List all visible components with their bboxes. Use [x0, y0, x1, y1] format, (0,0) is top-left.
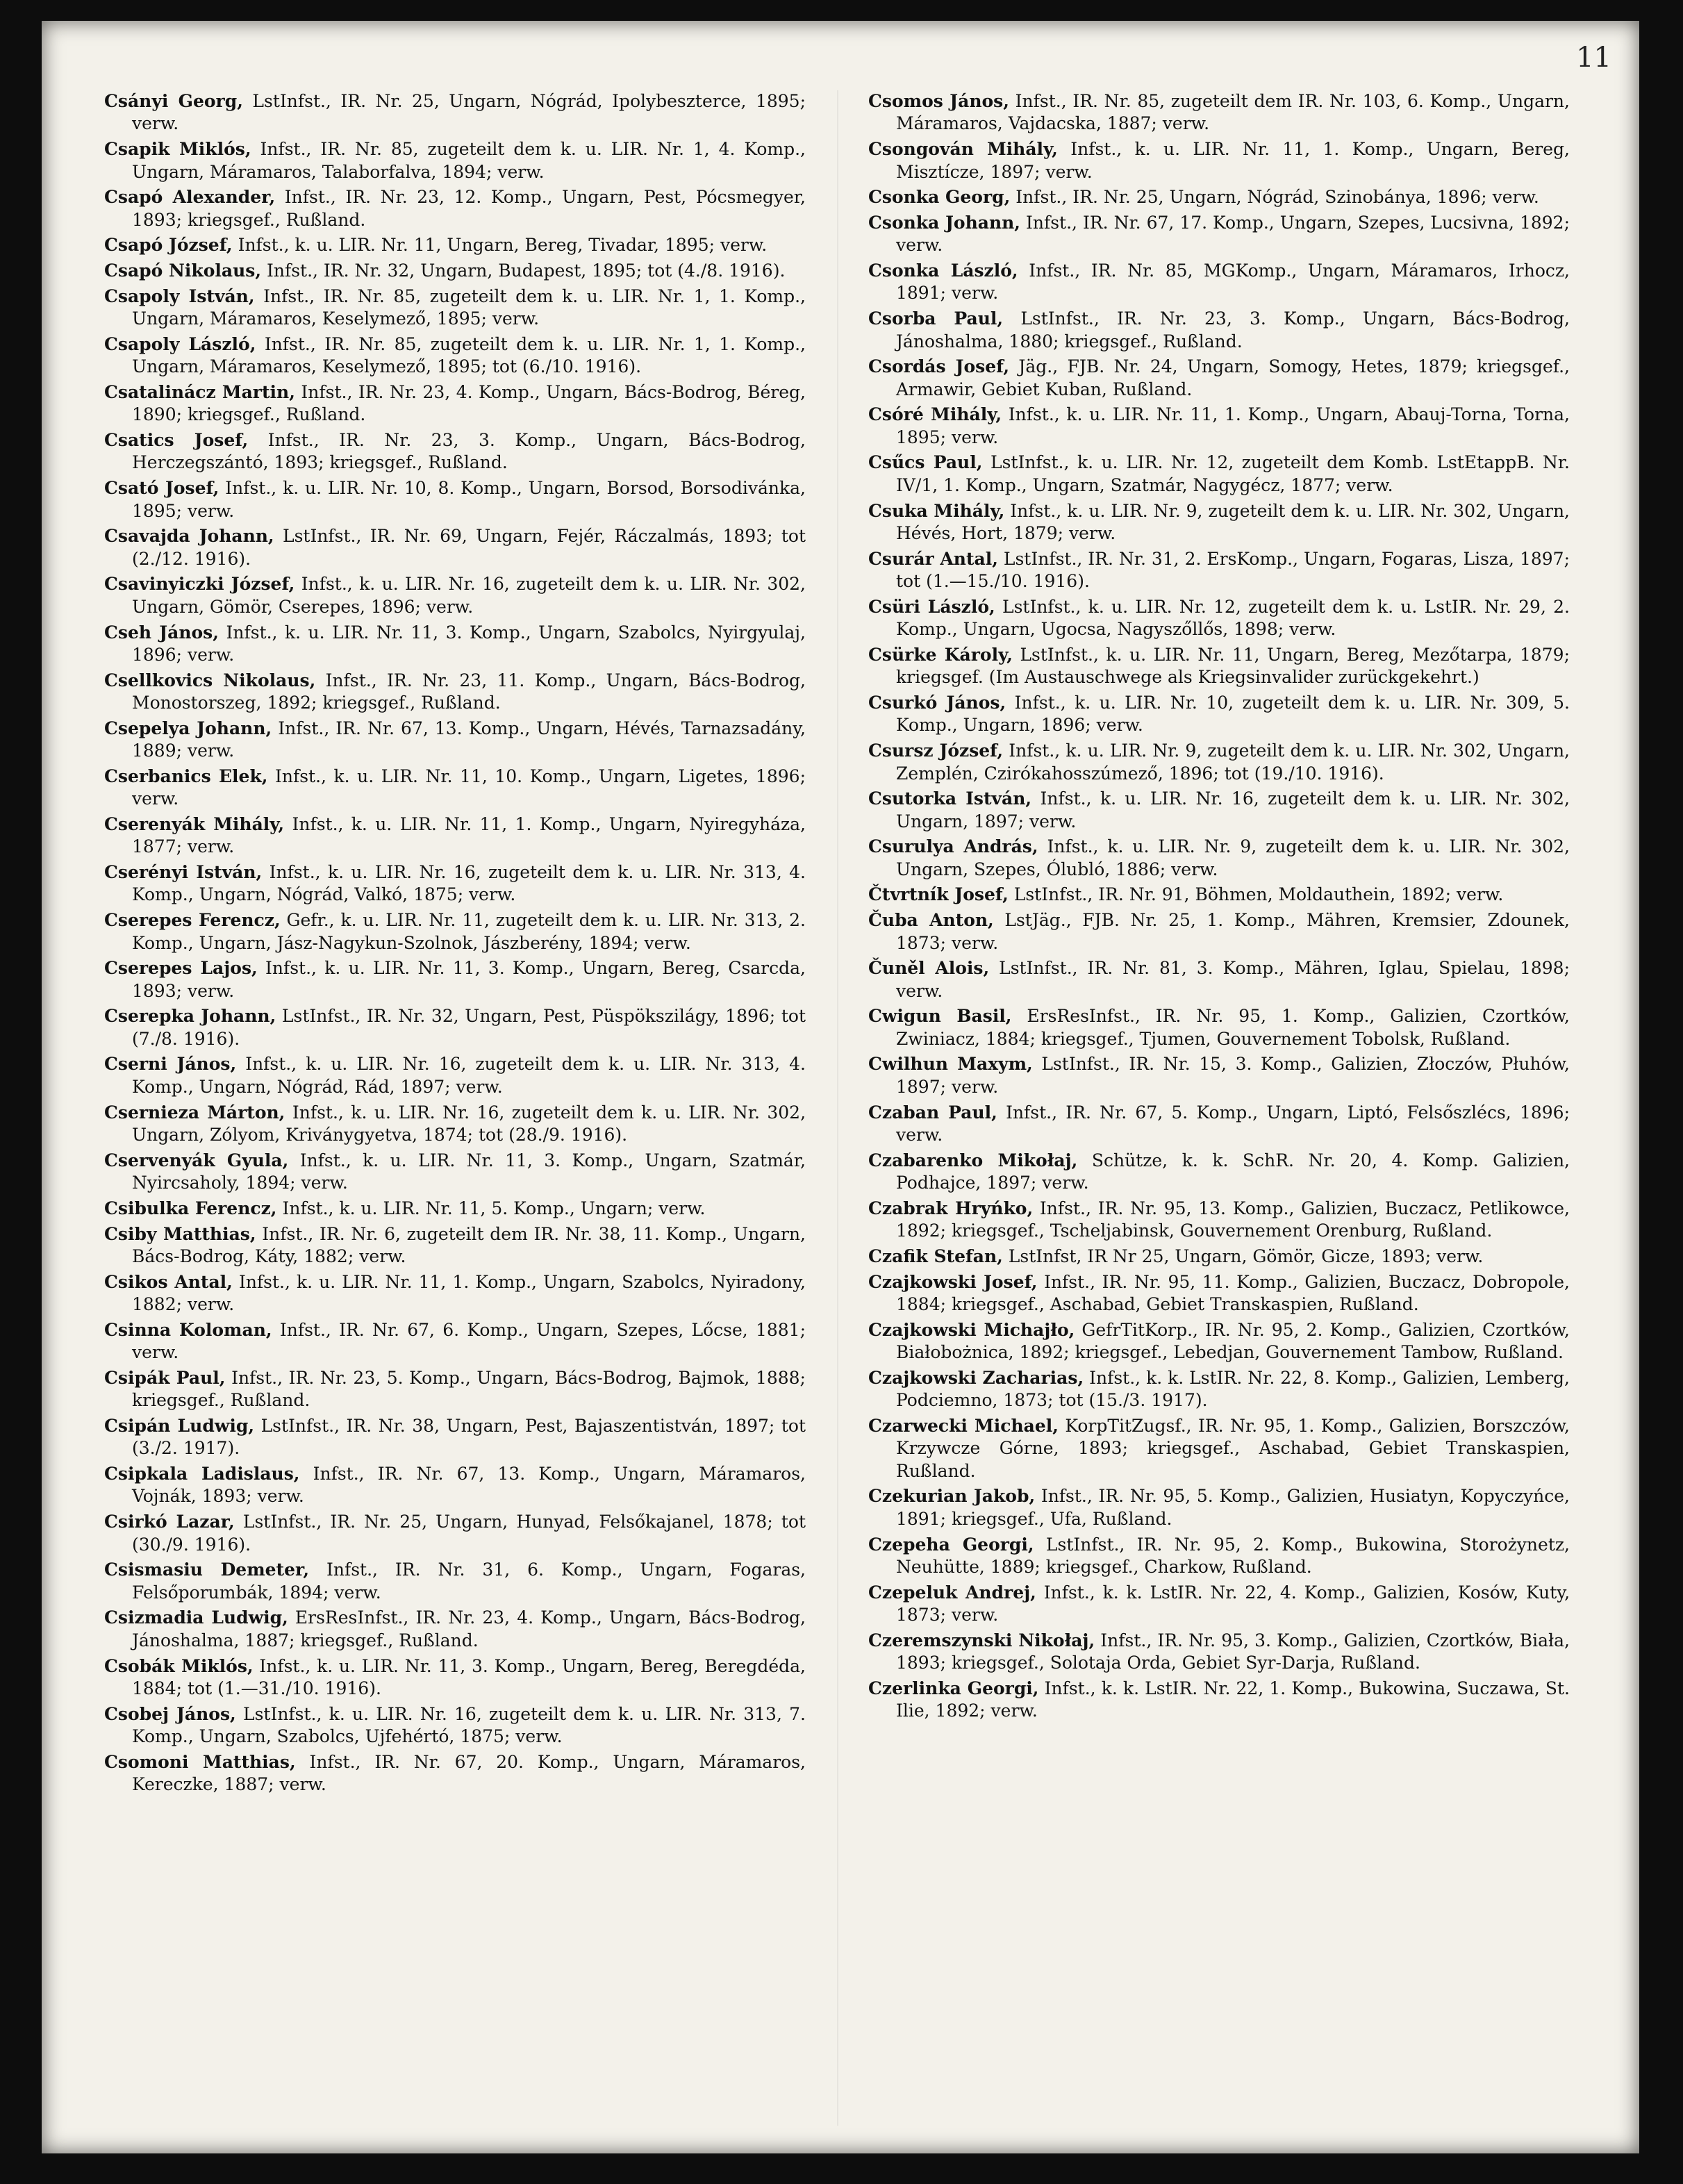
entry-name: Csapik Miklós,	[104, 139, 251, 160]
document-page	[42, 21, 1639, 2153]
entry-name: Csűcs Paul,	[868, 452, 983, 473]
entry-details: Infst., k. u. LIR. Nr. 10, 8. Komp., Ungarn, Borsod, Borsodivánka, 1895; verw.	[132, 478, 806, 521]
entry-details: Infst., IR. Nr. 85, MGKomp., Ungarn, Máramaros, Irhocz, 1891; verw.	[896, 260, 1570, 304]
entry-name: Čuněl Alois,	[868, 958, 990, 979]
entry-name: Csipkala Ladislaus,	[104, 1464, 300, 1484]
entry-details: GefrTitKorp., IR. Nr. 95, 2. Komp., Galizien, Czortków, Białobożnica, 1892; kriegsgef., Lebedjan, Gouvernement Tambow, Rußland.	[896, 1319, 1570, 1363]
entry-name: Csipán Ludwig,	[104, 1415, 255, 1436]
entry-details: Infst., IR. Nr. 25, Ungarn, Nógrád, Szinobánya, 1896; verw.	[1015, 187, 1539, 208]
register-entry	[104, 1559, 806, 1604]
entry-details: Infst., IR. Nr. 67, 6. Komp., Ungarn, Szepes, Lőcse, 1881; verw.	[132, 1319, 806, 1363]
entry-name: Csismasiu Demeter,	[104, 1560, 310, 1580]
register-entry	[104, 333, 806, 379]
entry-details: Infst., k. k. LstIR. Nr. 22, 1. Komp., Bukowina, Suczawa, St. Ilie, 1892; verw.	[896, 1678, 1570, 1721]
register-entry	[868, 1415, 1570, 1482]
entry-details: Infst., IR. Nr. 6, zugeteilt dem IR. Nr. 38, 11. Komp., Ungarn, Bács-Bodrog, Káty, 1882; verw.	[132, 1223, 806, 1266]
entry-name: Csinna Koloman,	[104, 1319, 272, 1340]
entry-name: Cserni János,	[104, 1054, 237, 1075]
entry-details: LstInfst., k. u. LIR. Nr. 11, Ungarn, Bereg, Mezőtarpa, 1879; kriegsgef. (Im Austauschwege als Kriegsinvalider zurückgekehrt.)	[896, 644, 1570, 688]
entry-name: Cserepes Ferencz,	[104, 910, 281, 931]
register-entry	[104, 90, 806, 135]
entry-details: LstInfst., IR. Nr. 69, Ungarn, Fejér, Ráczalmás, 1893; tot (2./12. 1916).	[132, 526, 806, 569]
register-entry	[868, 1102, 1570, 1147]
register-entry	[868, 1485, 1570, 1530]
entry-name: Csatalinácz Martin,	[104, 381, 295, 402]
entry-details: Infst., k. k. LstIR. Nr. 22, 8. Komp., Galizien, Lemberg, Podciemno, 1873; tot (15./3. 1917).	[896, 1367, 1570, 1411]
register-entry	[104, 766, 806, 811]
entry-name: Čtvrtník Josef,	[868, 884, 1009, 905]
register-entry	[868, 1005, 1570, 1050]
entry-name: Csongován Mihály,	[868, 139, 1058, 160]
entry-details: Infst., IR. Nr. 23, 3. Komp., Ungarn, Bács-Bodrog, Herczegszántó, 1893; kriegsgef., Rußland.	[132, 430, 806, 473]
entry-name: Csapó Alexander,	[104, 187, 276, 208]
entry-name: Csomos János,	[868, 91, 1009, 111]
entry-name: Csurulya András,	[868, 836, 1038, 857]
page-number: 11	[1576, 42, 1611, 74]
entry-details: Infst., IR. Nr. 85, zugeteilt dem IR. Nr. 103, 6. Komp., Ungarn, Máramaros, Vajdacska, 1887; verw.	[896, 91, 1570, 134]
entry-name: Csürke Károly,	[868, 644, 1013, 665]
register-entry	[868, 548, 1570, 593]
register-entry	[868, 836, 1570, 881]
register-entry	[868, 909, 1570, 954]
entry-details: Infst., k. u. LIR. Nr. 11, 3. Komp., Ungarn, Szatmár, Nyircsaholy, 1894; verw.	[132, 1150, 806, 1193]
register-entry	[868, 500, 1570, 545]
entry-name: Csapoly László,	[104, 333, 256, 354]
entry-name: Csordás Josef,	[868, 356, 1010, 377]
register-entry	[104, 1223, 806, 1268]
entry-name: Csóré Mihály,	[868, 404, 1002, 425]
register-entry	[104, 718, 806, 763]
entry-details: Infst., IR. Nr. 67, 17. Komp., Ungarn, Szepes, Lucsivna, 1892; verw.	[896, 212, 1570, 256]
text-columns	[104, 90, 1577, 2126]
register-entry	[104, 1319, 806, 1364]
right-column	[868, 90, 1570, 2126]
register-entry	[868, 404, 1570, 449]
register-entry	[104, 1655, 806, 1701]
entry-details: LstInfst., IR. Nr. 23, 3. Komp., Ungarn, Bács-Bodrog, Jánoshalma, 1880; kriegsgef., Rußland.	[896, 308, 1570, 351]
entry-name: Czajkowski Josef,	[868, 1271, 1038, 1292]
entry-name: Cserepka Johann,	[104, 1006, 276, 1027]
entry-details: Infst., IR. Nr. 67, 5. Komp., Ungarn, Liptó, Felsőszlécs, 1896; verw.	[896, 1102, 1570, 1145]
register-entry	[104, 1703, 806, 1748]
entry-name: Csibulka Ferencz,	[104, 1198, 277, 1218]
entry-details: Infst., IR. Nr. 32, Ungarn, Budapest, 1895; tot (4./8. 1916).	[266, 260, 786, 281]
register-entry	[868, 1150, 1570, 1195]
register-entry	[104, 909, 806, 954]
entry-name: Cwilhun Maxym,	[868, 1054, 1033, 1075]
entry-name: Cseh János,	[104, 622, 219, 643]
entry-name: Csurkó János,	[868, 693, 1006, 713]
entry-name: Csellkovics Nikolaus,	[104, 670, 316, 690]
register-entry	[104, 1463, 806, 1508]
register-entry	[104, 670, 806, 715]
register-entry	[104, 1198, 806, 1220]
entry-details: Infst., IR. Nr. 85, zugeteilt dem k. u. LIR. Nr. 1, 1. Komp., Ungarn, Máramaros, Keselymező, 1895; tot (6./10. 1916).	[132, 333, 806, 377]
entry-details: Infst., IR. Nr. 23, 5. Komp., Ungarn, Bács-Bodrog, Bajmok, 1888; kriegsgef., Rußland.	[132, 1367, 806, 1411]
register-entry	[868, 452, 1570, 497]
entry-details: Infst., IR. Nr. 23, 4. Komp., Ungarn, Bács-Bodrog, Béreg, 1890; kriegsgef., Rußland.	[132, 381, 806, 425]
register-entry	[868, 308, 1570, 353]
entry-name: Csonka László,	[868, 260, 1018, 281]
register-entry	[104, 1511, 806, 1556]
entry-name: Csurár Antal,	[868, 548, 998, 569]
register-entry	[868, 692, 1570, 737]
entry-details: Infst., IR. Nr. 95, 11. Komp., Galizien, Buczacz, Dobropole, 1884; kriegsgef., Aschabad, Gebiet Transkaspien, Rußland.	[896, 1271, 1570, 1315]
entry-name: Csobej János,	[104, 1703, 236, 1724]
entry-name: Czajkowski Michajło,	[868, 1319, 1075, 1340]
entry-name: Csuka Mihály,	[868, 500, 1005, 521]
register-entry	[104, 861, 806, 907]
entry-name: Cserbanics Elek,	[104, 766, 268, 786]
entry-details: Infst., IR. Nr. 67, 13. Komp., Ungarn, Máramaros, Vojnák, 1893; verw.	[132, 1464, 806, 1507]
register-entry	[104, 957, 806, 1002]
register-entry	[868, 1246, 1570, 1268]
entry-name: Csobák Miklós,	[104, 1655, 254, 1676]
register-entry	[104, 813, 806, 859]
entry-details: Infst., k. u. LIR. Nr. 16, zugeteilt dem k. u. LIR. Nr. 302, Ungarn, Zólyom, Kriványgyetva, 1874; tot (28./9. 1916).	[132, 1102, 806, 1145]
entry-details: LstInfst., IR. Nr. 81, 3. Komp., Mähren, Iglau, Spielau, 1898; verw.	[896, 958, 1570, 1001]
entry-name: Csernieza Márton,	[104, 1102, 285, 1123]
register-entry	[868, 740, 1570, 785]
register-entry	[104, 525, 806, 570]
entry-name: Csursz József,	[868, 741, 1004, 761]
register-entry	[868, 644, 1570, 689]
entry-name: Czajkowski Zacharias,	[868, 1367, 1084, 1388]
entry-name: Csepelya Johann,	[104, 718, 272, 738]
entry-details: LstJäg., FJB. Nr. 25, 1. Komp., Mähren, Kremsier, Zdounek, 1873; verw.	[896, 910, 1570, 953]
register-entry	[104, 186, 806, 231]
register-entry	[868, 1271, 1570, 1316]
entry-details: Infst., k. u. LIR. Nr. 9, zugeteilt dem k. u. LIR. Nr. 302, Ungarn, Hévés, Hort, 1879; verw.	[896, 500, 1570, 543]
entry-details: LstInfst., IR. Nr. 38, Ungarn, Pest, Bajaszentistván, 1897; tot (3./2. 1917).	[132, 1415, 806, 1459]
entry-details: Infst., k. u. LIR. Nr. 11, Ungarn, Bereg, Tivadar, 1895; verw.	[238, 235, 768, 256]
entry-name: Csiby Matthias,	[104, 1223, 256, 1244]
entry-details: Infst., IR. Nr. 85, zugeteilt dem k. u. LIR. Nr. 1, 4. Komp., Ungarn, Máramaros, Talaborfalva, 1894; verw.	[132, 139, 806, 182]
entry-details: Infst., k. k. LstIR. Nr. 22, 4. Komp., Galizien, Kosów, Kuty, 1873; verw.	[896, 1582, 1570, 1625]
register-entry	[104, 573, 806, 618]
register-entry	[868, 788, 1570, 833]
register-entry	[868, 186, 1570, 208]
register-entry	[104, 381, 806, 427]
entry-name: Czekurian Jakob,	[868, 1486, 1036, 1507]
register-entry	[104, 1415, 806, 1460]
register-entry	[868, 212, 1570, 257]
entry-details: ErsResInfst., IR. Nr. 95, 1. Komp., Galizien, Czortków, Zwiniacz, 1884; kriegsgef., Tjumen, Gouvernement Tobolsk, Rußland.	[896, 1006, 1570, 1049]
register-entry	[104, 138, 806, 183]
register-entry	[868, 138, 1570, 183]
entry-details: Infst., k. u. LIR. Nr. 11, 3. Komp., Ungarn, Szabolcs, Nyirgyulaj, 1896; verw.	[132, 622, 806, 665]
entry-details: Infst., IR. Nr. 23, 12. Komp., Ungarn, Pest, Pócsmegyer, 1893; kriegsgef., Rußland.	[132, 187, 806, 230]
entry-details: Infst., IR. Nr. 67, 20. Komp., Ungarn, Máramaros, Kereczke, 1887; verw.	[132, 1751, 806, 1795]
entry-name: Csonka Georg,	[868, 187, 1011, 208]
entry-name: Cserepes Lajos,	[104, 958, 258, 979]
register-entry	[104, 286, 806, 331]
register-entry	[104, 477, 806, 522]
register-entry	[868, 1319, 1570, 1364]
entry-details: Infst., k. u. LIR. Nr. 9, zugeteilt dem k. u. LIR. Nr. 302, Ungarn, Zemplén, Czirókahosszúmező, 1896; tot (19./10. 1916).	[896, 741, 1570, 784]
entry-details: Infst., k. u. LIR. Nr. 11, 10. Komp., Ungarn, Ligetes, 1896; verw.	[132, 766, 806, 809]
entry-details: Infst., IR. Nr. 23, 11. Komp., Ungarn, Bács-Bodrog, Monostorszeg, 1892; kriegsgef., Rußland.	[132, 670, 806, 713]
entry-details: Infst., k. u. LIR. Nr. 11, 1. Komp., Ungarn, Abauj-Torna, Torna, 1895; verw.	[896, 404, 1570, 447]
entry-name: Cwigun Basil,	[868, 1006, 1012, 1027]
entry-details: Infst., k. u. LIR. Nr. 11, 3. Komp., Ungarn, Bereg, Beregdéda, 1884; tot (1.—31./10. 1916).	[132, 1655, 806, 1698]
entry-name: Csorba Paul,	[868, 308, 1004, 329]
entry-name: Csapó József,	[104, 235, 233, 256]
register-entry	[868, 596, 1570, 641]
entry-details: Infst., IR. Nr. 85, zugeteilt dem k. u. LIR. Nr. 1, 1. Komp., Ungarn, Máramaros, Keselymező, 1895; verw.	[132, 286, 806, 329]
entry-details: Infst., k. u. LIR. Nr. 11, 1. Komp., Ungarn, Nyiregyháza, 1877; verw.	[132, 813, 806, 857]
register-entry	[104, 1102, 806, 1147]
entry-details: Infst., IR. Nr. 95, 13. Komp., Galizien, Buczacz, Petlikowce, 1892; kriegsgef., Tscheljabinsk, Gouvernement Orenburg, Rußland.	[896, 1198, 1570, 1241]
register-entry	[104, 260, 806, 282]
register-entry	[104, 1367, 806, 1412]
entry-name: Csizmadia Ludwig,	[104, 1607, 288, 1628]
register-entry	[104, 1751, 806, 1796]
entry-name: Csikos Antal,	[104, 1271, 233, 1292]
entry-name: Csonka Johann,	[868, 212, 1021, 233]
entry-name: Csomoni Matthias,	[104, 1751, 296, 1772]
entry-name: Čuba Anton,	[868, 910, 994, 931]
entry-name: Cserényi István,	[104, 862, 263, 883]
column-gutter	[837, 90, 838, 2126]
register-entry	[868, 90, 1570, 135]
entry-details: LstInfst, IR Nr 25, Ungarn, Gömör, Gicze, 1893; verw.	[1008, 1246, 1484, 1266]
entry-details: Infst., k. u. LIR. Nr. 10, zugeteilt dem k. u. LIR. Nr. 309, 5. Komp., Ungarn, 1896; verw.	[896, 693, 1570, 736]
entry-details: KorpTitZugsf., IR. Nr. 95, 1. Komp., Galizien, Borszczów, Krzywcze Górne, 1893; kriegsgef., Aschabad, Gebiet Transkaspien, Rußland.	[896, 1415, 1570, 1481]
register-entry	[868, 260, 1570, 305]
entry-details: LstInfst., IR. Nr. 95, 2. Komp., Bukowina, Storożynetz, Neuhütte, 1889; kriegsgef., Charkow, Rußland.	[896, 1534, 1570, 1577]
entry-name: Csavajda Johann,	[104, 526, 274, 547]
entry-details: Infst., k. u. LIR. Nr. 11, 1. Komp., Ungarn, Bereg, Misztícze, 1897; verw.	[896, 139, 1570, 182]
entry-details: LstInfst., IR. Nr. 25, Ungarn, Hunyad, Felsőkajanel, 1878; tot (30./9. 1916).	[132, 1512, 806, 1555]
entry-details: Jäg., FJB. Nr. 24, Ungarn, Somogy, Hetes, 1879; kriegsgef., Armawir, Gebiet Kuban, Rußland.	[896, 356, 1570, 399]
left-column	[104, 90, 806, 2126]
entry-name: Czepeluk Andrej,	[868, 1582, 1036, 1603]
entry-details: Schütze, k. k. SchR. Nr. 20, 4. Komp. Galizien, Podhajce, 1897; verw.	[896, 1150, 1570, 1193]
entry-details: Infst., k. u. LIR. Nr. 9, zugeteilt dem k. u. LIR. Nr. 302, Ungarn, Szepes, Ólubló, 1886; verw.	[896, 836, 1570, 879]
entry-details: ErsResInfst., IR. Nr. 23, 4. Komp., Ungarn, Bács-Bodrog, Jánoshalma, 1887; kriegsgef., Rußland.	[132, 1607, 806, 1651]
register-entry	[104, 622, 806, 667]
entry-details: LstInfst., IR. Nr. 91, Böhmen, Moldauthein, 1892; verw.	[1013, 884, 1504, 905]
entry-name: Csató Josef,	[104, 478, 219, 499]
register-entry	[104, 429, 806, 474]
register-entry	[868, 957, 1570, 1002]
entry-name: Czepeha Georgi,	[868, 1534, 1034, 1555]
entry-name: Csirkó Lazar,	[104, 1512, 235, 1532]
entry-details: LstInfst., k. u. LIR. Nr. 16, zugeteilt dem k. u. LIR. Nr. 313, 7. Komp., Ungarn, Szabolcs, Ujfehértó, 1875; verw.	[132, 1703, 806, 1747]
register-entry	[868, 1053, 1570, 1098]
register-entry	[104, 234, 806, 256]
entry-details: Infst., IR. Nr. 67, 13. Komp., Ungarn, Hévés, Tarnazsadány, 1889; verw.	[132, 718, 806, 761]
register-entry	[868, 1582, 1570, 1627]
entry-details: Infst., k. u. LIR. Nr. 11, 5. Komp., Ungarn; verw.	[282, 1198, 706, 1218]
register-entry	[104, 1271, 806, 1316]
register-entry	[104, 1150, 806, 1195]
entry-name: Csüri László,	[868, 596, 995, 617]
entry-name: Csányi Georg,	[104, 91, 243, 111]
register-entry	[104, 1005, 806, 1050]
entry-details: LstInfst., IR. Nr. 31, 2. ErsKomp., Ungarn, Fogaras, Lisza, 1897; tot (1.—15./10. 1916).	[896, 548, 1570, 592]
entry-name: Csapoly István,	[104, 286, 255, 306]
entry-name: Cservenyák Gyula,	[104, 1150, 289, 1170]
register-entry	[104, 1607, 806, 1652]
entry-name: Csipák Paul,	[104, 1367, 226, 1388]
entry-details: Infst., k. u. LIR. Nr. 16, zugeteilt dem k. u. LIR. Nr. 302, Ungarn, Gömör, Cserepes, 1896; verw.	[132, 574, 806, 617]
entry-name: Csutorka István,	[868, 788, 1032, 809]
entry-details: Infst., k. u. LIR. Nr. 11, 1. Komp., Ungarn, Szabolcs, Nyiradony, 1882; verw.	[132, 1271, 806, 1315]
entry-name: Csatics Josef,	[104, 430, 249, 451]
entry-details: LstInfst., k. u. LIR. Nr. 12, zugeteilt dem Komb. LstEtappB. Nr. IV/1, 1. Komp., Ungarn, Szatmár, Nagygécz, 1877; verw.	[896, 452, 1570, 495]
register-entry	[868, 1367, 1570, 1412]
entry-name: Czerlinka Georgi,	[868, 1678, 1039, 1698]
entry-details: LstInfst., IR. Nr. 25, Ungarn, Nógrád, Ipolybeszterce, 1895; verw.	[132, 91, 806, 134]
entry-name: Czarwecki Michael,	[868, 1415, 1059, 1436]
entry-details: LstInfst., IR. Nr. 32, Ungarn, Pest, Püspökszilágy, 1896; tot (7./8. 1916).	[132, 1006, 806, 1049]
entry-name: Czeremszynski Nikołaj,	[868, 1630, 1095, 1651]
entry-details: LstInfst., IR. Nr. 15, 3. Komp., Galizien, Złoczów, Płuhów, 1897; verw.	[896, 1054, 1570, 1097]
entry-name: Cserenyák Mihály,	[104, 813, 285, 834]
entry-details: Infst., IR. Nr. 95, 5. Komp., Galizien, Husiatyn, Kopyczyńce, 1891; kriegsgef., Ufa, Rußland.	[896, 1486, 1570, 1529]
entry-details: Gefr., k. u. LIR. Nr. 11, zugeteilt dem k. u. LIR. Nr. 313, 2. Komp., Ungarn, Jász-Nagykun-Szolnok, Jászberény, 1894; verw.	[132, 910, 806, 953]
entry-details: Infst., k. u. LIR. Nr. 16, zugeteilt dem k. u. LIR. Nr. 313, 4. Komp., Ungarn, Nógrád, Rád, 1897; verw.	[132, 1054, 806, 1097]
register-entry	[868, 884, 1570, 906]
register-entry	[868, 1198, 1570, 1243]
register-entry	[868, 356, 1570, 401]
register-entry	[868, 1630, 1570, 1675]
register-entry	[104, 1053, 806, 1098]
register-entry	[868, 1678, 1570, 1723]
entry-name: Czabrak Hryńko,	[868, 1198, 1034, 1218]
entry-name: Czabarenko Mikołaj,	[868, 1150, 1078, 1170]
entry-name: Csavinyiczki József,	[104, 574, 295, 595]
entry-details: LstInfst., k. u. LIR. Nr. 12, zugeteilt dem k. u. LstIR. Nr. 29, 2. Komp., Ungarn, Ugocsa, Nagyszőllős, 1898; verw.	[896, 596, 1570, 640]
entry-name: Csapó Nikolaus,	[104, 260, 262, 281]
entry-details: Infst., k. u. LIR. Nr. 11, 3. Komp., Ungarn, Bereg, Csarcda, 1893; verw.	[132, 958, 806, 1001]
entry-details: Infst., IR. Nr. 31, 6. Komp., Ungarn, Fogaras, Felsőporumbák, 1894; verw.	[132, 1560, 806, 1603]
register-entry	[868, 1534, 1570, 1579]
entry-name: Czafik Stefan,	[868, 1246, 1003, 1266]
entry-name: Czaban Paul,	[868, 1102, 997, 1123]
entry-details: Infst., k. u. LIR. Nr. 16, zugeteilt dem k. u. LIR. Nr. 313, 4. Komp., Ungarn, Nógrád, Valkó, 1875; verw.	[132, 862, 806, 905]
entry-details: Infst., IR. Nr. 95, 3. Komp., Galizien, Czortków, Biała, 1893; kriegsgef., Solotaja Orda, Gebiet Syr-Darja, Rußland.	[896, 1630, 1570, 1673]
entry-details: Infst., k. u. LIR. Nr. 16, zugeteilt dem k. u. LIR. Nr. 302, Ungarn, 1897; verw.	[896, 788, 1570, 832]
